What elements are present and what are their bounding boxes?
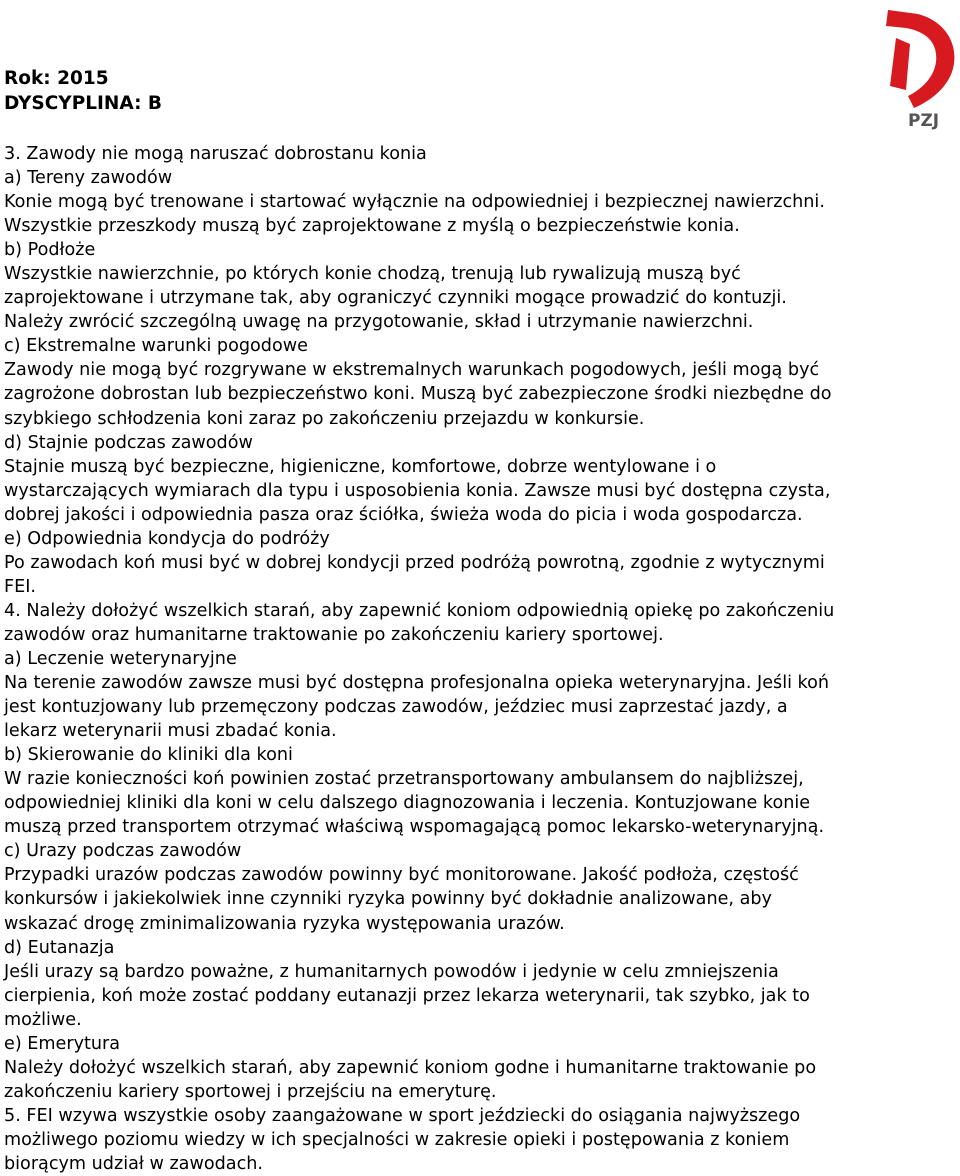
text-line: muszą przed transportem otrzymać właściwą wspomagającą pomoc lekarsko-weterynaryjną. — [4, 817, 825, 838]
text-line: zawodów oraz humanitarne traktowanie po zakończeniu kariery sportowej. — [4, 624, 664, 645]
text-line: cierpienia, koń może zostać poddany eutanazji przez lekarza weterynarii, tak szybko, jak to — [4, 985, 810, 1006]
text-line: Jeśli urazy są bardzo poważne, z humanitarnych powodów i jedynie w celu zmniejszenia — [4, 961, 779, 982]
text-line: d) Eutanazja — [4, 937, 115, 958]
text-line: biorącym udział w zawodach. — [4, 1153, 263, 1174]
pzj-logo-text: PZJ — [908, 111, 940, 130]
text-line: b) Skierowanie do kliniki dla koni — [4, 745, 293, 766]
text-line: Zawody nie mogą być rozgrywane w ekstremalnych warunkach pogodowych, jeśli mogą być — [4, 360, 820, 381]
text-line: jest kontuzjowany lub przemęczony podczas zawodów, jeździec musi zaprzestać jazdy, a — [4, 697, 788, 718]
pzj-logo — [866, 4, 960, 130]
discipline-label: DYSCYPLINA: B — [4, 93, 163, 114]
text-line: Na terenie zawodów zawsze musi być dostępna profesjonalna opieka weterynaryjna. Jeśli koń — [4, 673, 830, 694]
text-line: dobrej jakości i odpowiednia pasza oraz ściółka, świeża woda do picia i woda gospodarcza. — [4, 504, 803, 525]
text-line: e) Emerytura — [4, 1033, 121, 1054]
text-line: wystarczających wymiarach dla typu i usposobienia konia. Zawsze musi być dostępna czysta, — [4, 480, 831, 501]
text-line: 4. Należy dołożyć wszelkich starań, aby zapewnić koniom odpowiednią opiekę po zakończeniu — [4, 600, 835, 621]
text-line: zakończeniu kariery sportowej i przejściu na emeryturę. — [4, 1081, 497, 1102]
text-line: Należy dołożyć wszelkich starań, aby zapewnić koniom godne i humanitarne traktowanie po — [4, 1057, 817, 1078]
text-line: 3. Zawody nie mogą naruszać dobrostanu konia — [4, 144, 427, 164]
document-header — [4, 66, 162, 116]
text-line: FEI. — [4, 576, 37, 597]
text-line: lekarz weterynarii musi zbadać konia. — [4, 721, 337, 742]
text-line: odpowiedniej kliniki dla koni w celu dalszego diagnozowania i leczenia. Kontuzjowane konie — [4, 793, 811, 814]
text-line: możliwego poziomu wiedzy w ich specjalności w zakresie opieki i postępowania z koniem — [4, 1129, 790, 1150]
text-line: c) Ekstremalne warunki pogodowe — [4, 336, 308, 357]
text-line: W razie konieczności koń powinien zostać przetransportowany ambulansem do najbliższej, — [4, 769, 804, 790]
text-line: Po zawodach koń musi być w dobrej kondycji przed podróżą powrotną, zgodnie z wytycznymi — [4, 552, 825, 573]
document-body — [4, 142, 956, 1176]
text-line: możliwe. — [4, 1009, 82, 1030]
text-line: b) Podłoże — [4, 240, 96, 261]
text-line: Konie mogą być trenowane i startować wyłącznie na odpowiedniej i bezpiecznej nawierzchni. — [4, 192, 825, 213]
text-line: Przypadki urazów podczas zawodów powinny być monitorowane. Jakość podłoża, częstość — [4, 865, 799, 886]
text-line: wskazać drogę zminimalizowania ryzyka występowania urazów. — [4, 913, 565, 934]
year-label: Rok: 2015 — [4, 68, 109, 89]
pzj-logo-mark — [866, 4, 960, 130]
text-line: c) Urazy podczas zawodów — [4, 841, 242, 862]
text-line: konkursów i jakiekolwiek inne czynniki ryzyka powinny być dokładnie analizowane, aby — [4, 889, 772, 910]
text-line: zagrożone dobrostan lub bezpieczeństwo koni. Muszą być zabezpieczone środki niezbędne do — [4, 384, 832, 405]
text-line: szybkiego schłodzenia koni zaraz po zakończeniu przejazdu w konkursie. — [4, 408, 645, 429]
text-line: a) Leczenie weterynaryjne — [4, 648, 237, 669]
text-line: Wszystkie nawierzchnie, po których konie chodzą, trenują lub rywalizują muszą być — [4, 264, 741, 285]
text-line: Należy zwrócić szczególną uwagę na przygotowanie, skład i utrzymanie nawierzchni. — [4, 312, 754, 333]
text-line: a) Tereny zawodów — [4, 168, 173, 189]
text-line: d) Stajnie podczas zawodów — [4, 432, 253, 453]
text-line: e) Odpowiednia kondycja do podróży — [4, 528, 330, 549]
text-line: 5. FEI wzywa wszystkie osoby zaangażowane w sport jeździecki do osiągania najwyższego — [4, 1105, 801, 1126]
text-line: Wszystkie przeszkody muszą być zaprojektowane z myślą o bezpieczeństwie konia. — [4, 216, 740, 237]
text-line: Stajnie muszą być bezpieczne, higieniczne, komfortowe, dobrze wentylowane i o — [4, 456, 717, 477]
text-line: zaprojektowane i utrzymane tak, aby ograniczyć czynniki mogące prowadzić do kontuzji. — [4, 288, 787, 309]
